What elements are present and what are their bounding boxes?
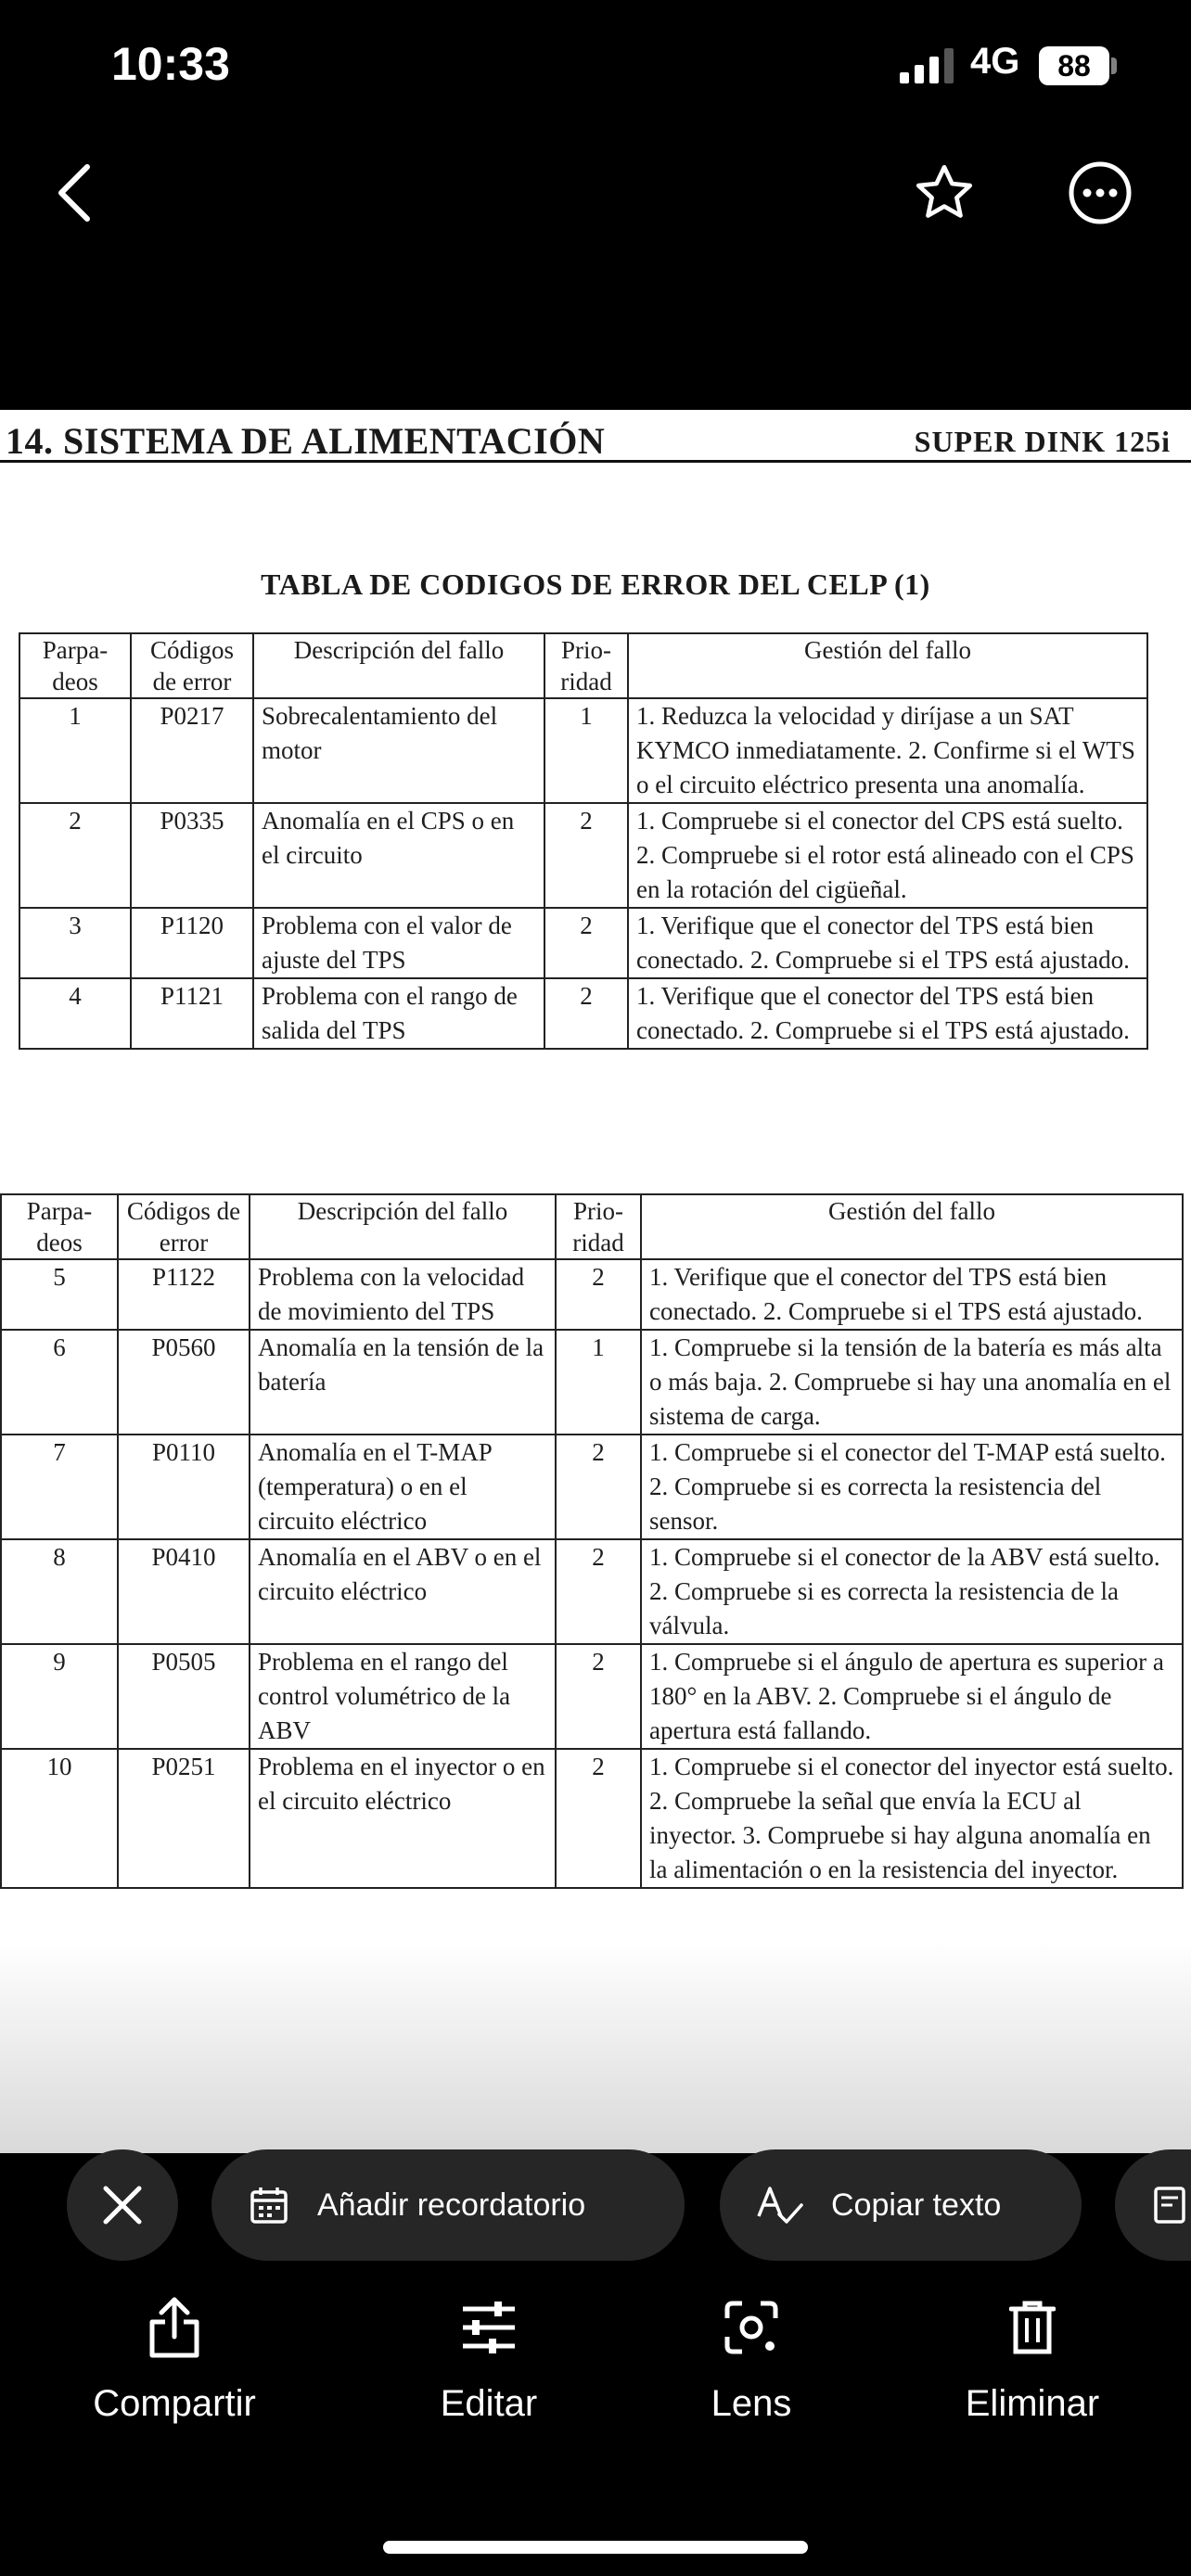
cell-management: 1. Compruebe si el conector del inyector está suelto. 2. Compruebe la señal que envía la ECU al inyector. 3. Compruebe si hay alguna anomalía en la alimentación o en la resistencia del inyector. [641,1749,1183,1888]
header-blinks: Parpa- deos [19,633,131,698]
cell-priority: 2 [556,1435,641,1539]
document-header [0,415,1191,463]
cell-description: Problema en el inyector o en el circuito eléctrico [250,1749,556,1888]
cell-description: Problema con la velocidad de movimiento del TPS [250,1259,556,1330]
edit-button[interactable] [387,2290,591,2425]
close-chips-button[interactable] [67,2149,178,2261]
cell-code: P0410 [118,1539,250,1644]
cell-code: P0251 [118,1749,250,1888]
cell-description: Anomalía en la tensión de la batería [250,1330,556,1435]
cell-description: Anomalía en el CPS o en el circuito [253,803,544,908]
table-row [1,1644,1183,1749]
more-actions-chip[interactable] [1115,2149,1191,2261]
more-icon [1068,160,1133,225]
cell-blinks: 9 [1,1644,118,1749]
cell-management: 1. Compruebe si el conector del T-MAP está suelto. 2. Compruebe si es correcta la resistencia del sensor. [641,1435,1183,1539]
add-reminder-chip[interactable] [211,2149,685,2261]
edit-label: Editar [440,2383,538,2424]
table-row [19,908,1147,978]
chevron-left-icon [56,163,93,223]
cell-code: P1121 [131,978,253,1049]
document-icon [1152,2185,1191,2225]
photo-shading [0,1940,1191,2153]
cell-code: P0505 [118,1644,250,1749]
lens-icon [724,2300,779,2355]
cell-priority: 2 [544,908,628,978]
cell-description: Problema con el rango de salida del TPS [253,978,544,1049]
cell-blinks: 3 [19,908,131,978]
header-management: Gestión del fallo [641,1194,1183,1259]
add-reminder-label: Añadir recordatorio [317,2187,586,2223]
cell-priority: 1 [544,698,628,803]
cell-management: 1. Verifique que el conector del TPS está bien conectado. 2. Compruebe si el TPS está ajustado. [641,1259,1183,1330]
header-code: Códigos de error [118,1194,250,1259]
delete-button[interactable] [930,2290,1134,2425]
lens-button[interactable] [649,2290,853,2425]
trash-icon [1009,2300,1056,2355]
cell-code: P0110 [118,1435,250,1539]
signal-icon [900,48,957,83]
home-indicator[interactable] [383,2541,808,2554]
calendar-icon [249,2185,289,2225]
header-management: Gestión del fallo [628,633,1147,698]
error-table-2 [0,1193,1184,1889]
header-priority: Prio- ridad [544,633,628,698]
cell-management: 1. Compruebe si el ángulo de apertura es superior a 180° en la ABV. 2. Compruebe si el ángulo de apertura está fallando. [641,1644,1183,1749]
more-options-button[interactable] [1054,147,1146,239]
header-priority: Prio- ridad [556,1194,641,1259]
header-description: Descripción del fallo [253,633,544,698]
table-row [1,1259,1183,1330]
cell-priority: 2 [556,1259,641,1330]
cell-code: P0335 [131,803,253,908]
cell-management: 1. Compruebe si el conector del CPS está suelto. 2. Compruebe si el rotor está alineado con el CPS en la rotación del cigüeñal. [628,803,1147,908]
cell-blinks: 4 [19,978,131,1049]
cell-blinks: 5 [1,1259,118,1330]
cell-blinks: 7 [1,1435,118,1539]
cell-management: 1. Verifique que el conector del TPS está bien conectado. 2. Compruebe si el TPS está ajustado. [628,978,1147,1049]
cell-management: 1. Compruebe si el conector de la ABV está suelto. 2. Compruebe si es correcta la resistencia de la válvula. [641,1539,1183,1644]
table-title: TABLA DE CODIGOS DE ERROR DEL CELP (1) [261,567,930,601]
table-row [1,1435,1183,1539]
cell-code: P1120 [131,908,253,978]
table-header-row [19,633,1147,698]
table-row [1,1539,1183,1644]
cell-blinks: 2 [19,803,131,908]
cell-priority: 2 [556,1644,641,1749]
table-row [19,803,1147,908]
status-time: 10:33 [111,38,230,90]
share-icon [148,2296,200,2359]
back-button[interactable] [28,147,121,239]
sliders-icon [461,2302,517,2353]
cell-description: Sobrecalentamiento del motor [253,698,544,803]
cell-priority: 1 [556,1330,641,1435]
cell-blinks: 1 [19,698,131,803]
error-table-1 [19,632,1148,1050]
close-icon [102,2185,143,2225]
cell-priority: 2 [556,1539,641,1644]
delete-label: Eliminar [965,2383,1100,2424]
battery-nub [1111,57,1117,74]
header-description: Descripción del fallo [250,1194,556,1259]
header-code: Códigos de error [131,633,253,698]
lens-label: Lens [711,2383,792,2424]
table-row [1,1330,1183,1435]
battery-icon: 88 [1039,46,1109,85]
cell-management: 1. Verifique que el conector del TPS está bien conectado. 2. Compruebe si el TPS está ajustado. [628,908,1147,978]
cell-code: P0217 [131,698,253,803]
table-row [1,1749,1183,1888]
cell-priority: 2 [544,978,628,1049]
cell-blinks: 10 [1,1749,118,1888]
network-type: 4G [970,41,1020,82]
status-bar [0,0,1191,139]
section-title: 14. SISTEMA DE ALIMENTACIÓN [6,420,606,462]
header-blinks: Parpa- deos [1,1194,118,1259]
star-icon [912,160,977,225]
cell-blinks: 8 [1,1539,118,1644]
table-row [19,978,1147,1049]
photo-content [0,410,1191,2153]
favorite-button[interactable] [898,147,991,239]
cell-management: 1. Reduzca la velocidad y diríjase a un SAT KYMCO inmediatamente. 2. Confirme si el WTS o el circuito eléctrico presenta una anomalía. [628,698,1147,803]
table-row [19,698,1147,803]
text-select-icon [757,2185,803,2225]
cell-code: P1122 [118,1259,250,1330]
cell-priority: 2 [544,803,628,908]
model-name: SUPER DINK 125i [914,425,1171,458]
copy-text-label: Copiar texto [831,2187,1002,2223]
table-header-row [1,1194,1183,1259]
cell-description: Problema con el valor de ajuste del TPS [253,908,544,978]
cell-priority: 2 [556,1749,641,1888]
share-button[interactable] [72,2290,276,2425]
cell-code: P0560 [118,1330,250,1435]
cell-management: 1. Compruebe si la tensión de la batería es más alta o más baja. 2. Compruebe si hay una anomalía en el sistema de carga. [641,1330,1183,1435]
copy-text-chip[interactable] [720,2149,1082,2261]
cell-description: Anomalía en el T-MAP (temperatura) o en el circuito eléctrico [250,1435,556,1539]
cell-description: Anomalía en el ABV o en el circuito eléctrico [250,1539,556,1644]
cell-blinks: 6 [1,1330,118,1435]
cell-description: Problema en el rango del control volumétrico de la ABV [250,1644,556,1749]
share-label: Compartir [93,2383,256,2424]
